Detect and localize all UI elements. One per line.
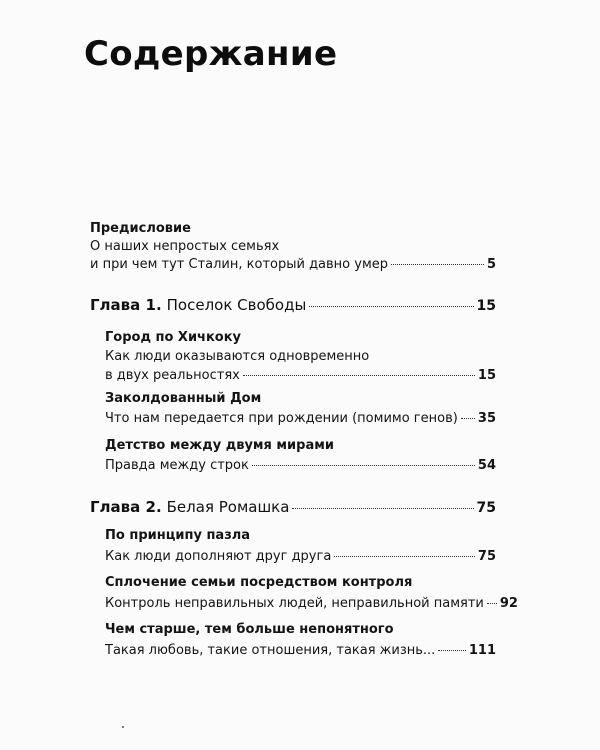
preface-heading: Предисловие: [90, 221, 191, 236]
dot-leader: [243, 375, 475, 376]
section-heading: Город по Хичкоку: [105, 330, 242, 345]
section-entry: [105, 391, 496, 427]
section-last-line: [105, 643, 496, 659]
section-last-line: [105, 368, 496, 384]
section-line: Правда между строк: [105, 458, 249, 473]
dot-leader: [487, 603, 497, 604]
section-last-line: [105, 596, 518, 612]
section-line: Как люди дополняют друг друга: [105, 549, 332, 564]
section-heading: Заколдованный Дом: [105, 391, 262, 406]
preface-line-2: и при чем тут Сталин, который давно умер: [90, 257, 389, 272]
section-last-line: [105, 458, 496, 474]
section-entry: [105, 622, 496, 659]
preface-line-1: О наших непростых семьях: [90, 239, 280, 254]
section-page-number: 75: [477, 549, 496, 564]
section-line: Как люди оказываются одновременно: [105, 349, 370, 364]
section-page-number: 92: [499, 596, 518, 611]
section-page-number: 111: [468, 643, 496, 658]
print-speck: [122, 726, 124, 728]
section-last-line: [105, 411, 496, 427]
preface-last-line: [90, 257, 496, 273]
section-heading: По принципу пазла: [105, 528, 251, 543]
chapter-1-label: Глава 1.: [90, 296, 162, 314]
section-heading: Сплочение семьи посредством контроля: [105, 575, 413, 590]
section-heading: Детство между двумя мирами: [105, 438, 334, 453]
chapter-1-entry: [90, 296, 496, 315]
dot-leader: [391, 264, 484, 265]
chapter-2-page-number: 75: [476, 500, 496, 516]
dot-leader: [461, 418, 475, 419]
section-page-number: 54: [477, 458, 496, 473]
dot-leader: [292, 508, 473, 509]
section-page-number: 15: [477, 368, 496, 383]
section-line: Такая любовь, такие отношения, такая жизнь...: [105, 643, 436, 658]
section-last-line: [105, 549, 496, 565]
section-entry: [105, 330, 496, 384]
section-entry: [105, 438, 496, 474]
section-entry: [105, 575, 518, 612]
section-line: Что нам передается при рождении (помимо генов): [105, 411, 458, 426]
section-line: Контроль неправильных людей, неправильной памяти: [105, 596, 484, 611]
chapter-1-title: Поселок Свободы: [166, 296, 307, 314]
chapter-2-entry: [90, 498, 496, 517]
section-heading: Чем старше, тем больше непонятного: [105, 622, 394, 637]
preface-page-number: 5: [486, 257, 496, 272]
dot-leader: [309, 306, 473, 307]
dot-leader: [438, 650, 466, 651]
preface-entry: [90, 221, 496, 273]
section-entry: [105, 528, 496, 565]
dot-leader: [334, 556, 475, 557]
section-line: в двух реальностях: [105, 368, 240, 383]
chapter-1-page-number: 15: [476, 298, 496, 314]
chapter-2-label: Глава 2.: [90, 498, 162, 516]
page-title: Содержание: [84, 34, 338, 74]
chapter-2-title: Белая Ромашка: [166, 498, 290, 516]
section-page-number: 35: [477, 411, 496, 426]
dot-leader: [252, 465, 475, 466]
